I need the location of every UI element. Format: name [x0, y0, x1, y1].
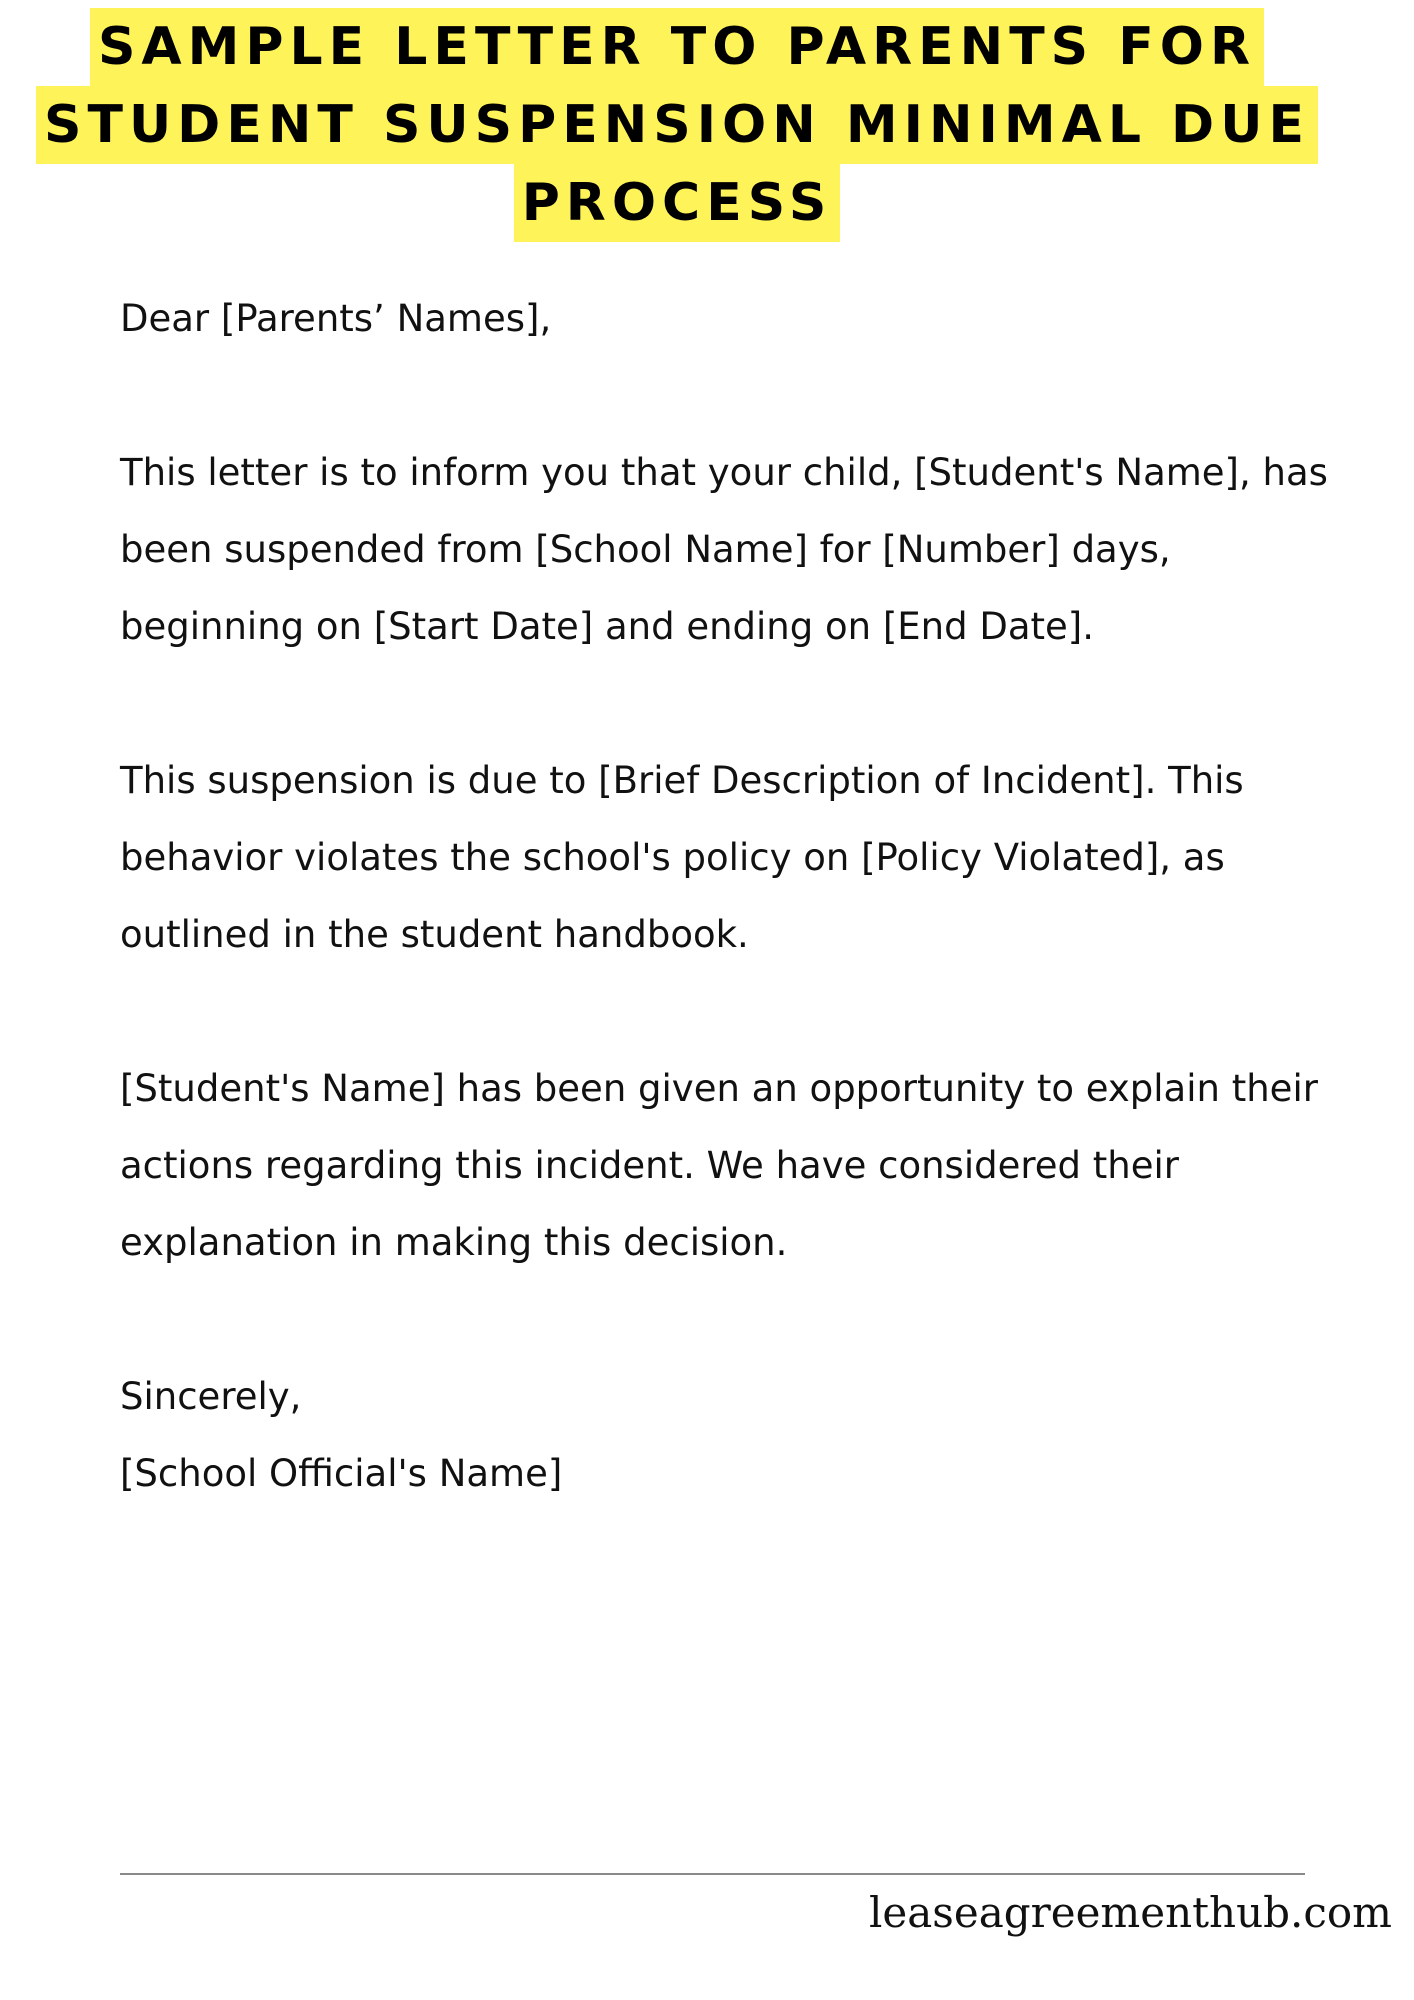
footer-site-name: leaseagreementhub.com: [868, 1888, 1392, 1937]
letter-body: [120, 280, 1350, 1512]
closing: Sincerely,: [120, 1375, 302, 1418]
title-line-2: STUDENT SUSPENSION MINIMAL DUE: [36, 86, 1318, 164]
paragraph-reason: This suspension is due to [Brief Description of Incident]. This behavior violates the school's policy on [Policy Violated], as outlined in the student handbook.: [120, 759, 1244, 956]
salutation: Dear [Parents’ Names],: [120, 297, 552, 340]
signature: [School Official's Name]: [120, 1452, 563, 1495]
paragraph-notice: This letter is to inform you that your child, [Student's Name], has been suspended from [School Name] for [Number] days, beginning on [Start Date] and ending on [End Date].: [120, 451, 1328, 648]
title-line-1: SAMPLE LETTER TO PARENTS FOR: [90, 8, 1264, 86]
page-title: [0, 8, 1354, 242]
footer-divider: [120, 1873, 1305, 1875]
title-line-3: PROCESS: [514, 164, 841, 242]
paragraph-explanation: [Student's Name] has been given an opportunity to explain their actions regarding this incident. We have considered their explanation in making this decision.: [120, 1067, 1318, 1264]
